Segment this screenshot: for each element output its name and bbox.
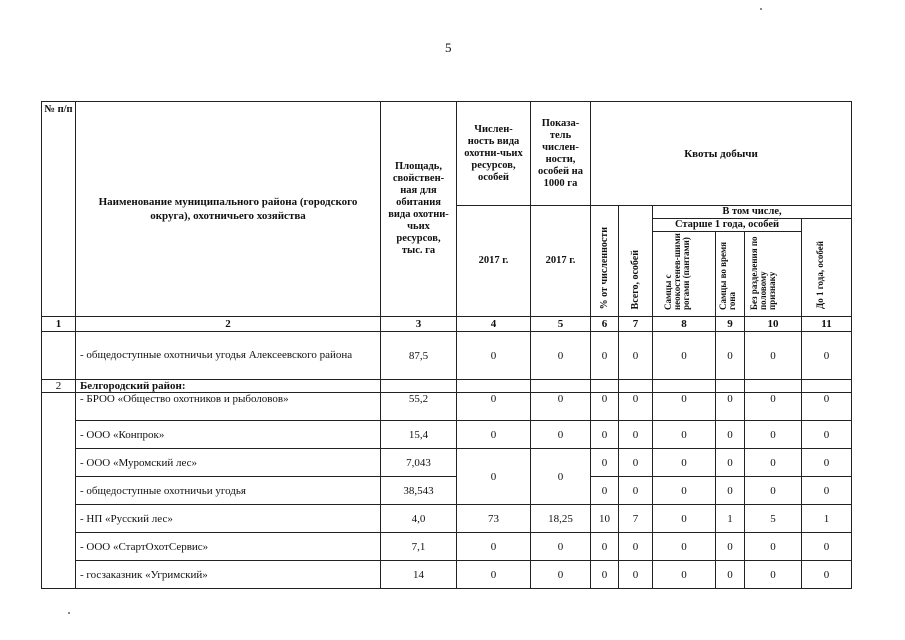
col-num-10: 10: [745, 317, 802, 332]
header-pct: % от численности: [591, 206, 619, 317]
row-pct: 0: [591, 421, 619, 449]
row-rut: 0: [716, 393, 745, 421]
col-num-11: 11: [802, 317, 852, 332]
col-num-5: 5: [531, 317, 591, 332]
scan-speck: [68, 612, 70, 614]
col-num-4: 4: [457, 317, 531, 332]
column-numbers-row: [42, 317, 852, 332]
row-area: 87,5: [381, 332, 457, 380]
row-density: 0: [531, 561, 591, 589]
header-including: В том числе,: [653, 206, 852, 219]
row-name: - общедоступные охотничьи угодья: [76, 477, 381, 505]
table-row: [42, 561, 852, 589]
row-area: 4,0: [381, 505, 457, 533]
row-pct: 0: [591, 449, 619, 477]
row-no: 2: [42, 380, 76, 393]
col-num-9: 9: [716, 317, 745, 332]
row-name: - ООО «Конпрок»: [76, 421, 381, 449]
table-row: [42, 477, 852, 505]
row-males: 0: [653, 449, 716, 477]
row-total: 0: [619, 449, 653, 477]
row-males: 0: [653, 561, 716, 589]
row-count-merged: 0: [457, 449, 531, 505]
row-pct: 0: [591, 393, 619, 421]
row-nosex: 0: [745, 561, 802, 589]
row-rut: 0: [716, 533, 745, 561]
col-num-2: 2: [76, 317, 381, 332]
row-males: 0: [653, 421, 716, 449]
row-section-name: Белгородский район:: [76, 380, 381, 393]
row-males: 0: [653, 393, 716, 421]
row-young: 0: [802, 533, 852, 561]
row-males: 0: [653, 477, 716, 505]
header-count: Числен-ность вида охотни-чьих ресурсов, особей: [457, 102, 531, 206]
row-nosex: 0: [745, 477, 802, 505]
row-rut: 1: [716, 505, 745, 533]
header-density-year: 2017 г.: [531, 206, 591, 317]
row-males: 0: [653, 505, 716, 533]
row-pct: 0: [591, 533, 619, 561]
header-rut: Самцы во время гона: [716, 232, 745, 317]
row-name: - НП «Русский лес»: [76, 505, 381, 533]
row-count: 0: [457, 533, 531, 561]
scan-speck: [760, 8, 762, 10]
table-row: [42, 505, 852, 533]
row-total: 0: [619, 477, 653, 505]
row-nosex: 0: [745, 533, 802, 561]
header-density: Показа-тель числен-ности, особей на 1000 га: [531, 102, 591, 206]
row-young: 0: [802, 332, 852, 380]
row-total: 0: [619, 533, 653, 561]
table-row: [42, 449, 852, 477]
table-row: [42, 533, 852, 561]
row-pct: 0: [591, 561, 619, 589]
header-no: № п/п: [42, 102, 76, 317]
row-count: 0: [457, 393, 531, 421]
row-young: 1: [802, 505, 852, 533]
row-name: - ООО «Муромский лес»: [76, 449, 381, 477]
header-nosex: Без разделения по половому признаку: [745, 232, 802, 317]
row-count: 0: [457, 421, 531, 449]
header-area: Площадь, свойствен-ная для обитания вида охотни-чьих ресурсов, тыс. га: [381, 102, 457, 317]
row-name: - БРОО «Общество охотников и рыболовов»: [76, 393, 381, 421]
row-density: 18,25: [531, 505, 591, 533]
row-total: 0: [619, 393, 653, 421]
col-num-7: 7: [619, 317, 653, 332]
header-name: Наименование муниципального района (городского округа), охотничьего хозяйства: [76, 102, 381, 317]
row-nosex: 0: [745, 393, 802, 421]
row-pct: 0: [591, 332, 619, 380]
row-area: 38,543: [381, 477, 457, 505]
row-males: 0: [653, 533, 716, 561]
col-num-1: 1: [42, 317, 76, 332]
col-num-8: 8: [653, 317, 716, 332]
row-nosex: 0: [745, 449, 802, 477]
row-total: 0: [619, 332, 653, 380]
row-young: 0: [802, 449, 852, 477]
row-density: 0: [531, 393, 591, 421]
row-rut: 0: [716, 421, 745, 449]
row-area: 15,4: [381, 421, 457, 449]
row-young: 0: [802, 561, 852, 589]
row-area: 14: [381, 561, 457, 589]
row-young: 0: [802, 477, 852, 505]
row-no: [42, 332, 76, 380]
col-num-6: 6: [591, 317, 619, 332]
header-total: Всего, особей: [619, 206, 653, 317]
row-rut: 0: [716, 477, 745, 505]
row-rut: 0: [716, 561, 745, 589]
row-nosex: 0: [745, 332, 802, 380]
row-density: 0: [531, 421, 591, 449]
row-count: 0: [457, 561, 531, 589]
row-no-blank: [42, 393, 76, 589]
row-area: 7,1: [381, 533, 457, 561]
table-row: [42, 393, 852, 421]
row-total: 0: [619, 421, 653, 449]
row-males: 0: [653, 332, 716, 380]
table-row: [42, 332, 852, 380]
row-pct: 0: [591, 477, 619, 505]
row-pct: 10: [591, 505, 619, 533]
header-males: Самцы с неокостенев-шими рогами (пантами): [653, 232, 716, 317]
col-num-3: 3: [381, 317, 457, 332]
row-rut: 0: [716, 332, 745, 380]
row-count: 0: [457, 332, 531, 380]
row-young: 0: [802, 393, 852, 421]
row-nosex: 0: [745, 421, 802, 449]
row-density: 0: [531, 332, 591, 380]
row-name: - общедоступные охотничьи угодья Алексеевского района: [76, 332, 381, 380]
row-young: 0: [802, 421, 852, 449]
header-older: Старше 1 года, особей: [653, 219, 802, 232]
row-name: - госзаказник «Угримский»: [76, 561, 381, 589]
row-density-merged: 0: [531, 449, 591, 505]
header-young: До 1 года, особей: [802, 219, 852, 317]
quota-table: [41, 101, 852, 589]
row-name: - ООО «СтартОхотСервис»: [76, 533, 381, 561]
row-area: 55,2: [381, 393, 457, 421]
row-density: 0: [531, 533, 591, 561]
header-count-year: 2017 г.: [457, 206, 531, 317]
table-row: [42, 421, 852, 449]
row-count: 73: [457, 505, 531, 533]
row-total: 0: [619, 561, 653, 589]
page-number: 5: [445, 40, 452, 55]
row-area: 7,043: [381, 449, 457, 477]
header-quotas: Квоты добычи: [591, 102, 852, 206]
table-row-section: [42, 380, 852, 393]
row-rut: 0: [716, 449, 745, 477]
row-total: 7: [619, 505, 653, 533]
row-nosex: 5: [745, 505, 802, 533]
